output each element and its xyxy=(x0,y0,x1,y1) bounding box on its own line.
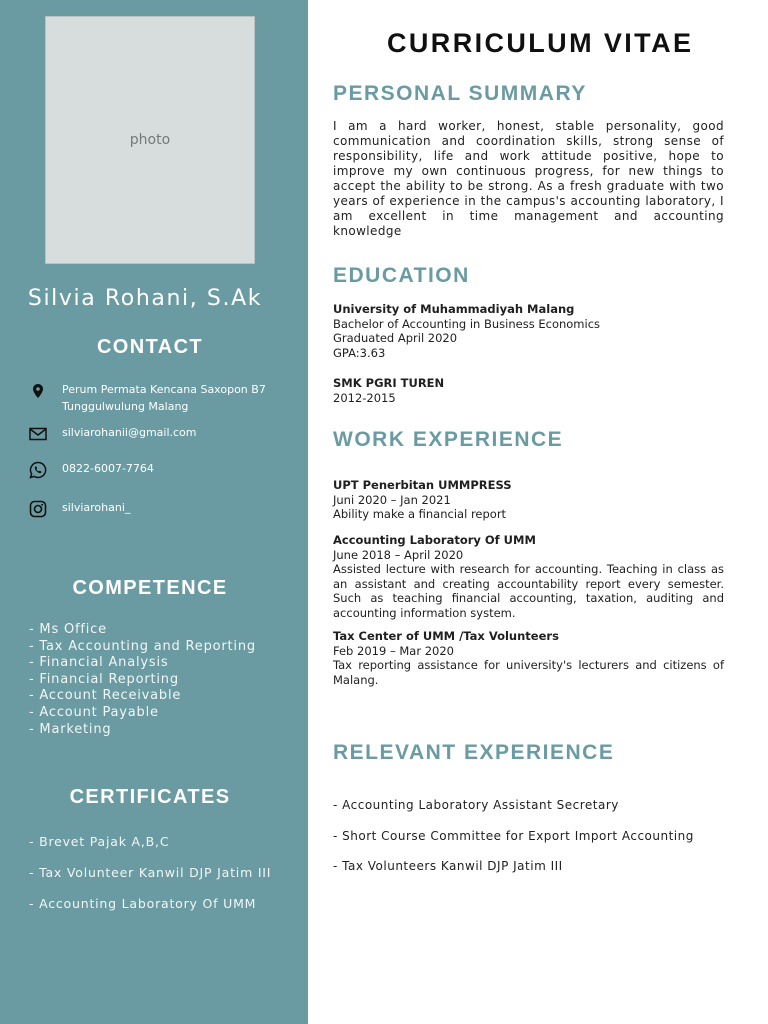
education-gpa: GPA:3.63 xyxy=(333,345,386,360)
work-organization: Tax Center of UMM /Tax Volunteers xyxy=(333,629,559,643)
candidate-name: Silvia Rohani, S.Ak xyxy=(27,286,263,311)
certificate-item: - Accounting Laboratory Of UMM xyxy=(29,896,257,911)
location-pin-icon xyxy=(28,381,48,401)
education-entry-university xyxy=(333,302,724,360)
competence-item: - Financial Analysis xyxy=(29,655,169,671)
instagram-handle[interactable]: silviarohani_ xyxy=(62,501,131,514)
contact-heading: CONTACT xyxy=(96,336,204,358)
education-years: 2012-2015 xyxy=(333,390,396,405)
address-line-2: Tunggulwulung Malang xyxy=(62,400,189,413)
education-heading: EDUCATION xyxy=(333,264,470,287)
certificate-item: - Tax Volunteer Kanwil DJP Jatim III xyxy=(29,865,272,880)
competence-item: - Tax Accounting and Reporting xyxy=(29,638,256,654)
contact-phone xyxy=(28,460,300,480)
education-school: University of Muhammadiyah Malang xyxy=(333,302,575,316)
education-school: SMK PGRI TUREN xyxy=(333,376,445,390)
contact-address xyxy=(28,381,300,415)
work-description: Assisted lecture with research for accounting. Teaching in class as an assistant and creating accountability report every semester. Such as teaching financial accounting, taxation, auditing and accounting information system. xyxy=(333,562,724,620)
education-entry-school xyxy=(333,376,724,405)
contact-instagram xyxy=(28,499,300,519)
work-organization: Accounting Laboratory Of UMM xyxy=(333,533,536,547)
education-graduated: Graduated April 2020 xyxy=(333,331,458,345)
work-entry-tax-center xyxy=(333,629,724,687)
competence-item: - Account Payable xyxy=(29,704,159,720)
envelope-icon xyxy=(28,424,48,444)
education-degree: Bachelor of Accounting in Business Economics xyxy=(333,316,601,331)
work-period: Juni 2020 – Jan 2021 xyxy=(333,492,451,507)
competence-item: - Marketing xyxy=(29,721,112,737)
certificates-heading: CERTIFICATES xyxy=(69,786,231,808)
document-title: CURRICULUM VITAE xyxy=(387,28,694,58)
relevant-experience-heading: RELEVANT EXPERIENCE xyxy=(333,741,615,764)
work-description: Tax reporting assistance for university's lecturers and citizens of Malang. xyxy=(333,658,724,687)
competence-item: - Account Receivable xyxy=(29,688,182,704)
profile-photo-label: photo xyxy=(129,132,171,148)
phone-number[interactable]: 0822-6007-7764 xyxy=(62,462,154,475)
competence-item: - Ms Office xyxy=(29,622,107,637)
competence-heading: COMPETENCE xyxy=(72,577,228,599)
work-period: Feb 2019 – Mar 2020 xyxy=(333,643,454,658)
competence-item: - Financial Reporting xyxy=(29,671,179,687)
work-entry-ummpress xyxy=(333,478,724,522)
work-description: Ability make a financial report xyxy=(333,507,507,521)
work-period: June 2018 – April 2020 xyxy=(333,547,464,562)
address-line-1: Perum Permata Kencana Saxopon B7 xyxy=(62,383,266,396)
work-entry-accounting-lab xyxy=(333,533,724,620)
relevant-experience-item: - Accounting Laboratory Assistant Secretary xyxy=(333,798,619,812)
instagram-icon xyxy=(28,499,48,519)
personal-summary-text: I am a hard worker, honest, stable personality, good communication and coordination skills, strong sense of responsibility, life and work attitude positive, hope to improve my own continuous progress, for new things to accept the ability to be strong. As a fresh graduate with two years of experience in the campus's accounting laboratory, I am excellent in time management and accounting knowledge xyxy=(333,119,724,238)
work-organization: UPT Penerbitan UMMPRESS xyxy=(333,478,512,492)
relevant-experience-item: - Tax Volunteers Kanwil DJP Jatim III xyxy=(333,859,563,873)
email-link[interactable]: silviarohanii@gmail.com xyxy=(62,426,197,439)
personal-summary-heading: PERSONAL SUMMARY xyxy=(333,82,587,105)
competence-list xyxy=(29,622,304,738)
work-experience-heading: WORK EXPERIENCE xyxy=(333,428,564,451)
contact-email xyxy=(28,424,300,444)
relevant-experience-item: - Short Course Committee for Export Import Accounting xyxy=(333,829,694,843)
profile-photo xyxy=(45,16,255,264)
certificate-item: - Brevet Pajak A,B,C xyxy=(29,834,170,849)
sidebar xyxy=(0,0,308,1024)
certificates-list xyxy=(29,826,304,919)
whatsapp-icon xyxy=(28,460,48,480)
